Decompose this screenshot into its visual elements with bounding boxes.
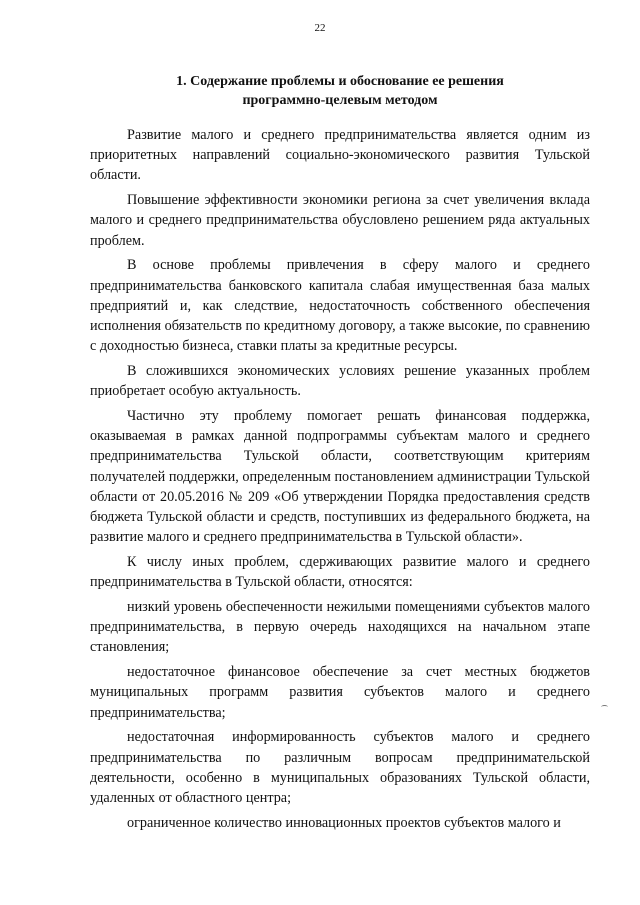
paragraph-6: К числу иных проблем, сдерживающих развитие малого и среднего предпринимательства в Тульской области, относятся: [90, 554, 590, 591]
list-item-2: недостаточное финансовое обеспечение за счет местных бюджетов муниципальных программ развития субъектов малого и среднего предпринимательства; [90, 664, 590, 721]
paragraph-2: Повышение эффективности экономики региона за счет увеличения вклада малого и среднего предпринимательства обусловлено решением ряда актуальных проблем. [90, 192, 590, 249]
section-heading-line-2: программно-целевым методом [242, 93, 438, 108]
section-heading [90, 72, 590, 110]
scan-mark [601, 705, 608, 709]
paragraph-3: В основе проблемы привлечения в сферу малого и среднего предпринимательства банковского капитала слабая имущественная база малых предприятий и, как следствие, недостаточность собственного обеспечения исполнения обязательств по кредитному договору, а также высокие, по сравнению с доходностью бизнеса, ставки платы за кредитные ресурсы. [90, 257, 590, 355]
list-item-1: низкий уровень обеспеченности нежилыми помещениями субъектов малого предпринимательства, в первую очередь находящихся на начальном этапе становления; [90, 599, 590, 656]
paragraph-1: Развитие малого и среднего предпринимательства является одним из приоритетных направлений социально-экономического развития Тульской области. [90, 127, 590, 184]
list-item-3: недостаточная информированность субъектов малого и среднего предпринимательства по различным вопросам предпринимательской деятельности, особенно в муниципальных образованиях Тульской области, удаленных от областного центра; [90, 729, 590, 807]
body-text [90, 125, 590, 838]
page-number: 22 [314, 22, 326, 34]
section-heading-line-1: 1. Содержание проблемы и обоснование ее решения [176, 74, 504, 89]
list-item-4: ограниченное количество инновационных проектов субъектов малого и [127, 814, 561, 831]
paragraph-4: В сложившихся экономических условиях решение указанных проблем приобретает особую актуальность. [90, 363, 590, 400]
paragraph-5: Частично эту проблему помогает решать финансовая поддержка, оказываемая в рамках данной подпрограммы субъектам малого и среднего предпринимательства Тульской области, соответствующим критериям получателей поддержки, определенным постановлением администрации Тульской области от 20.05.2016 № 209 «Об утверждении Порядка предоставления средств бюджета Тульской области и средств, поступивших из федерального бюджета, на развитие малого и среднего предпринимательства в Тульской области». [90, 408, 590, 546]
